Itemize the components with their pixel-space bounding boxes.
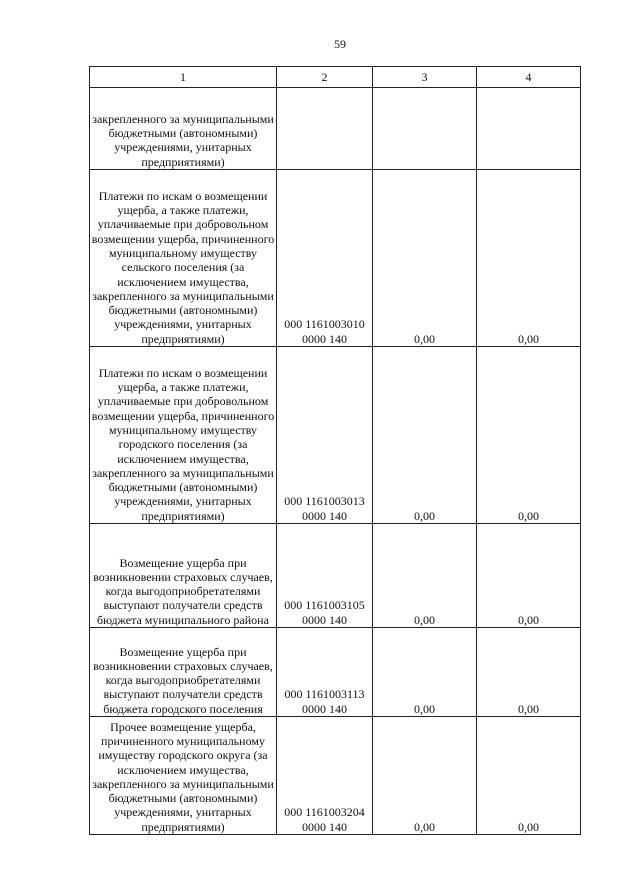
- row-code: 000 1161003113 0000 140: [277, 628, 373, 717]
- column-header-1: 1: [90, 67, 277, 88]
- column-header-2: 2: [277, 67, 373, 88]
- column-header-3: 3: [373, 67, 477, 88]
- row-description: закрепленного за муниципальными бюджетными (автономными) учреждениями, унитарных предприятиями): [90, 88, 277, 170]
- row-code: [277, 88, 373, 170]
- row-description: Возмещение ущерба при возникновении страховых случаев, когда выгодоприобретателями выступают получатели средств бюджета муниципального района: [90, 524, 277, 628]
- table-row: [90, 170, 581, 347]
- row-value-col4: 0,00: [477, 717, 581, 835]
- row-description: Платежи по искам о возмещении ущерба, а также платежи, уплачиваемые при добровольном возмещении ущерба, причиненного муниципальному имуществу городского поселения (за исключением имущества, закрепленного за муниципальными бюджетными (автономными) учреждениями, унитарных предприятиями): [90, 347, 277, 524]
- row-description: Прочее возмещение ущерба, причиненного муниципальному имуществу городского округа (за исключением имущества, закрепленного за муниципальными бюджетными (автономными) учреждениями, унитарных предприятиями): [90, 717, 277, 835]
- table-row: [90, 88, 581, 170]
- row-value-col3: 0,00: [373, 524, 477, 628]
- row-code: 000 1161003105 0000 140: [277, 524, 373, 628]
- table-row: [90, 628, 581, 717]
- row-description: Возмещение ущерба при возникновении страховых случаев, когда выгодоприобретателями выступают получатели средств бюджета городского поселения: [90, 628, 277, 717]
- row-value-col4: 0,00: [477, 170, 581, 347]
- column-header-4: 4: [477, 67, 581, 88]
- row-value-col4: [477, 88, 581, 170]
- row-code: 000 1161003013 0000 140: [277, 347, 373, 524]
- page-number: 59: [334, 37, 346, 51]
- table-row: [90, 347, 581, 524]
- row-code: 000 1161003010 0000 140: [277, 170, 373, 347]
- table-header-row: [90, 67, 581, 88]
- row-value-col3: 0,00: [373, 347, 477, 524]
- row-value-col3: [373, 88, 477, 170]
- row-value-col3: 0,00: [373, 628, 477, 717]
- row-value-col3: 0,00: [373, 717, 477, 835]
- table-row: [90, 524, 581, 628]
- row-value-col4: 0,00: [477, 347, 581, 524]
- table-row: [90, 717, 581, 835]
- row-value-col4: 0,00: [477, 628, 581, 717]
- row-value-col3: 0,00: [373, 170, 477, 347]
- row-description: Платежи по искам о возмещении ущерба, а также платежи, уплачиваемые при добровольном возмещении ущерба, причиненного муниципальному имуществу сельского поселения (за исключением имущества, закрепленного за муниципальными бюджетными (автономными) учреждениями, унитарных предприятиями): [90, 170, 277, 347]
- row-value-col4: 0,00: [477, 524, 581, 628]
- revenue-table: [89, 66, 581, 835]
- row-code: 000 1161003204 0000 140: [277, 717, 373, 835]
